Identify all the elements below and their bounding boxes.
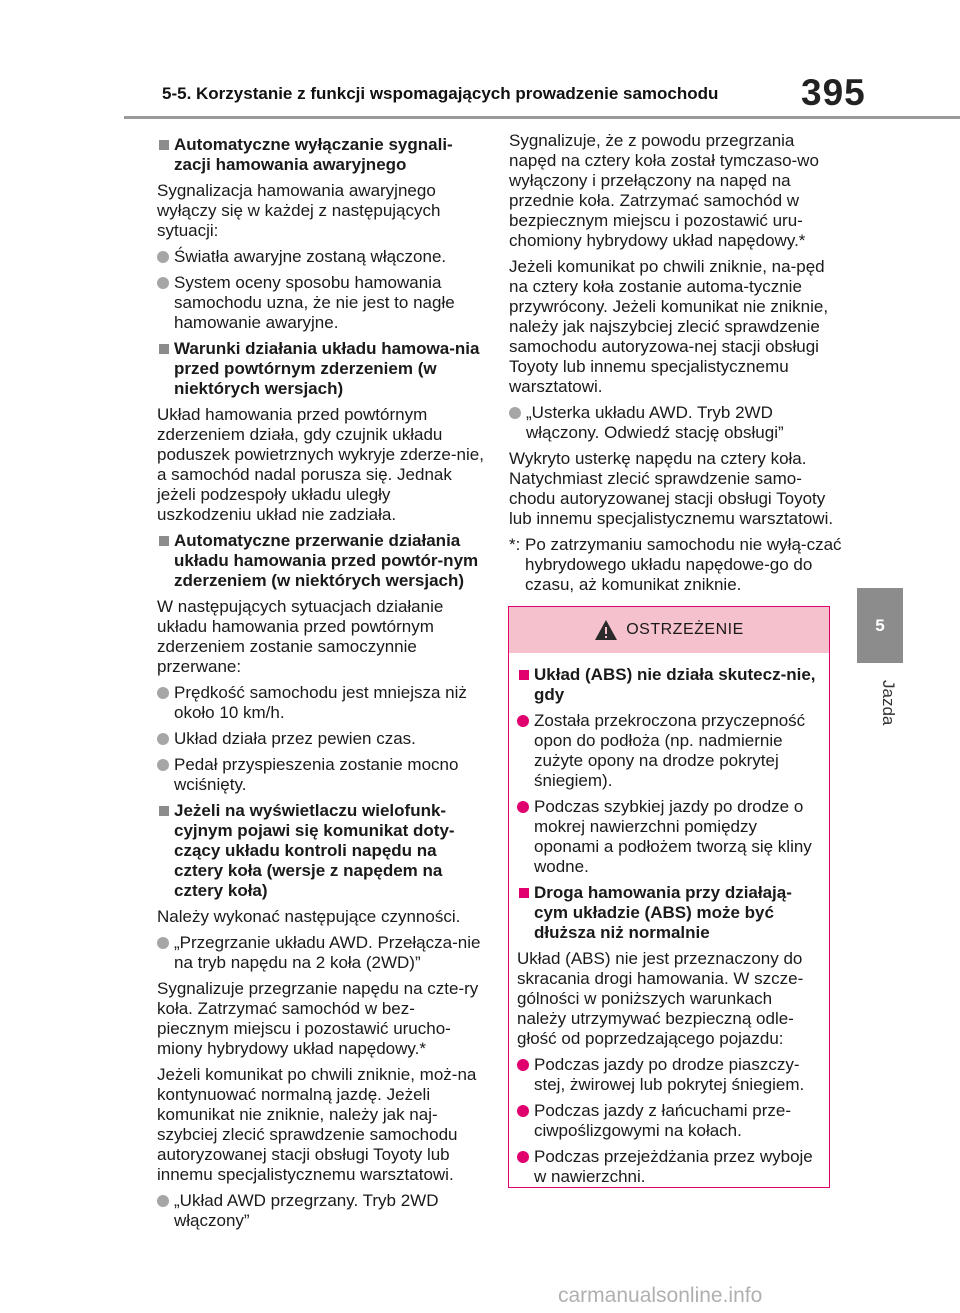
square-marker-icon [159, 140, 169, 150]
chapter-tab[interactable] [857, 588, 903, 663]
paragraph: Układ (ABS) nie jest przeznaczony do skracania drogi hamowania. W szcze-gólności w poniższych warunkach należy utrzymywać bezpieczną odle-głość od poprzedzającego pojazdu: [517, 949, 804, 1048]
warning-body [509, 653, 829, 1187]
bullet-dot-icon [517, 1105, 529, 1117]
square-marker-icon [519, 670, 529, 680]
warning-triangle-icon [594, 619, 618, 641]
paragraph: Sygnalizuje przegrzanie napędu na czte-ry koła. Zatrzymać samochód w bez-piecznym miejscu i pozostawić urucho-miony hybrydowy układ napędowy.* [157, 979, 479, 1058]
footnote: *: Po zatrzymaniu samochodu nie wyłą-czać hybrydowego układu napędowe-go do czasu, aż komunikat zniknie. [509, 535, 842, 594]
paragraph: Jeżeli komunikat po chwili zniknie, moż-na kontynuować normalną jazdę. Jeżeli komunikat nie zniknie, należy jak naj-szybciej zlecić sprawdzenie samochodu autoryzowanej stacji obsługi Toyoty lub innemu specjalistycznemu warsztatowi. [157, 1065, 477, 1184]
footnote-mark: *: [509, 535, 521, 554]
paragraph: W następujących sytuacjach działanie układu hamowania przed powtórnym zderzeniem zostanie samoczynnie przerwane: [157, 597, 444, 676]
paragraph: Sygnalizacja hamowania awaryjnego wyłączy się w każdej z następujących sytuacji: [157, 181, 441, 240]
square-marker-icon [159, 536, 169, 546]
bullet-dot-icon [157, 687, 169, 699]
subheading: Jeżeli na wyświetlaczu wielofunk-cyjnym pojawi się komunikat doty-czący układu kontroli napędu na cztery koła (wersje z napędem na cztery koła) [157, 801, 485, 901]
bullet-dot-icon [517, 801, 529, 813]
chapter-number: 5 [875, 615, 885, 635]
bullet-item: „Usterka układu AWD. Tryb 2WD włączony. Odwiedź stację obsługi” [509, 403, 843, 443]
right-column [509, 131, 843, 601]
bullet-dot-icon [517, 1059, 529, 1071]
warning-box [508, 606, 830, 1188]
bullet-item: „Układ AWD przegrzany. Tryb 2WD włączony” [157, 1191, 485, 1231]
bullet-item: Została przekroczona przyczepność opon do podłoża (np. nadmiernie zużyte opony na drodze pokrytej śniegiem). [517, 711, 821, 791]
subheading: Układ (ABS) nie działa skutecz-nie, gdy [517, 665, 821, 705]
bullet-dot-icon [157, 251, 169, 263]
bullet-item: Pedał przyspieszenia zostanie mocno wciśnięty. [157, 755, 485, 795]
bullet-item: System oceny sposobu hamowania samochodu uzna, że nie jest to nagłe hamowanie awaryjne. [157, 273, 485, 333]
warning-header [509, 607, 829, 653]
bullet-item: Światła awaryjne zostaną włączone. [157, 247, 485, 267]
paragraph: Należy wykonać następujące czynności. [157, 907, 461, 926]
watermark: carmanualsonline.info [558, 1284, 763, 1307]
bullet-dot-icon [157, 1195, 169, 1207]
bullet-dot-icon [157, 733, 169, 745]
bullet-dot-icon [157, 277, 169, 289]
bullet-item: Podczas jazdy po drodze piaszczy-stej, żwirowej lub pokrytej śniegiem. [517, 1055, 821, 1095]
header-divider [124, 116, 960, 119]
bullet-dot-icon [509, 407, 521, 419]
bullet-dot-icon [517, 715, 529, 727]
bullet-item: Podczas szybkiej jazdy po drodze o mokrej nawierzchni pomiędzy oponami a podłożem tworzą się kliny wodne. [517, 797, 821, 877]
section-title: 5-5. Korzystanie z funkcji wspomagających prowadzenie samochodu [162, 84, 719, 103]
bullet-item: Podczas jazdy z łańcuchami prze-ciwpoślizgowymi na kołach. [517, 1101, 821, 1141]
bullet-dot-icon [157, 759, 169, 771]
left-column [157, 131, 485, 1237]
paragraph: Jeżeli komunikat po chwili zniknie, na-pęd na cztery koła zostanie automa-tycznie przywrócony. Jeżeli komunikat nie zniknie, należy jak najszybciej zlecić sprawdzenie samochodu autoryzowa-nej stacji obsługi Toyoty lub innemu specjalistycznemu warsztatowi. [509, 257, 829, 396]
paragraph: Wykryto usterkę napędu na cztery koła. Natychmiast zlecić sprawdzenie samo-chodu autoryzowanej stacji obsługi Toyoty lub innemu specjalistycznemu warsztatowi. [509, 449, 834, 528]
subheading: Automatyczne przerwanie działania układu hamowania przed powtór-nym zderzeniem (w niektórych wersjach) [157, 531, 485, 591]
bullet-dot-icon [517, 1151, 529, 1163]
subheading: Warunki działania układu hamowa-nia przed powtórnym zderzeniem (w niektórych wersjach) [157, 339, 485, 399]
bullet-item: Podczas przejeżdżania przez wyboje w nawierzchni. [517, 1147, 821, 1187]
subheading: Automatyczne wyłączanie sygnali-zacji hamowania awaryjnego [157, 135, 485, 175]
bullet-dot-icon [157, 937, 169, 949]
bullet-item: Układ działa przez pewien czas. [157, 729, 485, 749]
bullet-item: „Przegrzanie układu AWD. Przełącza-nie na tryb napędu na 2 koła (2WD)” [157, 933, 485, 973]
square-marker-icon [159, 344, 169, 354]
chapter-label: Jazda [879, 680, 898, 726]
paragraph: Sygnalizuje, że z powodu przegrzania napęd na cztery koła został tymczaso-wo wyłączony i przełączony na napęd na przednie koła. Zatrzymać samochód w bezpiecznym miejscu i pozostawić uru-chomiony hybrydowy układ napędowy.* [509, 131, 819, 250]
square-marker-icon [519, 888, 529, 898]
page-number: 395 [801, 72, 866, 113]
subheading: Droga hamowania przy działają-cym układzie (ABS) może być dłuższa niż normalnie [517, 883, 821, 943]
square-marker-icon [159, 806, 169, 816]
warning-title: OSTRZEŻENIE [626, 621, 744, 638]
paragraph: Układ hamowania przed powtórnym zderzeniem działa, gdy czujnik układu poduszek powietrznych wykryje zderze-nie, a samochód nadal porusza się. Jednak jeżeli podzespoły układu uległy uszkodzeniu układ nie zadziała. [157, 405, 484, 524]
bullet-item: Prędkość samochodu jest mniejsza niż około 10 km/h. [157, 683, 485, 723]
